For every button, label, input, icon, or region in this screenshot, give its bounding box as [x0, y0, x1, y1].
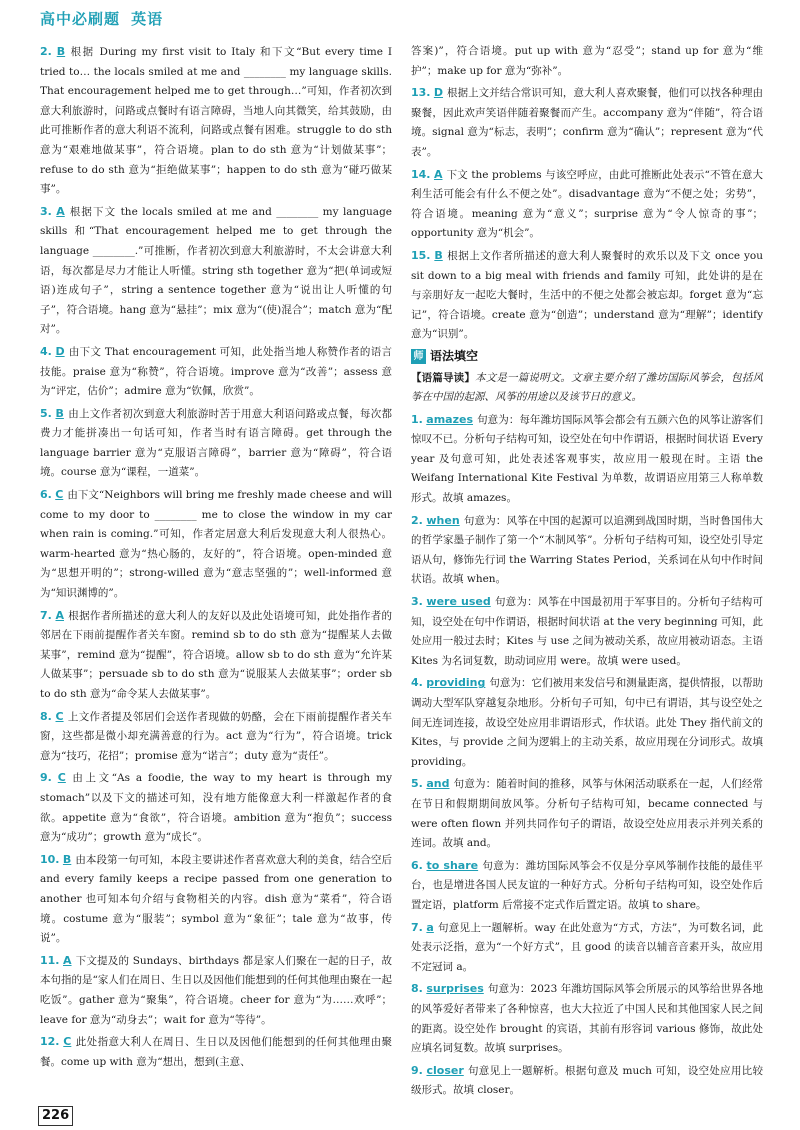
explanation-text: 句意为：潍坊国际风筝会不仅是分享风筝制作技能的最佳平台，也是增进各国人民友谊的一种好方式。分析句子结构可知，设空处作后置定语，platform 后常接不定式作后置定语。故填 to share。 [411, 859, 763, 911]
item-number: 11. [40, 953, 60, 967]
item-number: 8. [40, 709, 52, 723]
answer-key: C [63, 1035, 72, 1049]
item-number: 6. [40, 488, 52, 502]
answer-key: B [62, 852, 72, 866]
explanation-text: 此处指意大利人在周日、生日以及因他们能想到的任何其他理由聚餐。come up with 意为“想出，想到(主意、 [40, 1036, 392, 1068]
item-number: 4. [411, 676, 423, 690]
answer-item [40, 485, 392, 604]
answer-item [411, 83, 763, 162]
answer-key: B [434, 248, 443, 262]
item-number: 2. [411, 513, 423, 527]
explanation-text: 由本段第一句可知，本段主要讲述作者喜欢意大利的美食，结合空后 and every family keeps a recipe passed from one generation to another 也可知本句介绍与食物相关的内容。dish 意为“菜肴”，符合语境。costume 意为“服装”；symbol 意为“象征”；tale 意为“故事，传说”。 [40, 853, 392, 945]
explanation-text: 由上文“As a foodie, the way to my heart is through my stomach”以及下文的描述可知，没有地方能像意大利一样激起作者的食欲。appetite 意为“食欲”，符合语境。ambition 意为“抱负”；success 意为“成功”；growth 意为“成长”。 [40, 772, 392, 844]
page-footer [38, 1104, 73, 1126]
answer-key: D [433, 86, 444, 100]
reading-answers [411, 42, 763, 345]
explanation-text: 下文 the problems 与该空呼应，由此可推断此处表示“不管在意大利生活可能会有什么不便之处”。disadvantage 意为“不便之处；劣势”，符合语境。meaning 意为“意义”；surprise 意为“令人惊奇的事”；opportunity 意为“机会”。 [411, 168, 763, 240]
item-number: 3. [411, 595, 423, 609]
item-number: 5. [411, 777, 423, 791]
answer-item [411, 592, 763, 671]
answer-key: when [426, 513, 460, 527]
answer-item [411, 673, 763, 772]
answer-item [411, 856, 763, 916]
item-number: 8. [411, 982, 423, 996]
answer-key: surprises [426, 982, 484, 996]
item-number: 3. [40, 204, 52, 218]
book-title: 高中必刷题 [40, 10, 121, 28]
left-column [40, 42, 392, 1102]
answer-key: and [426, 777, 450, 791]
item-number: 9. [411, 1063, 423, 1077]
page-header [40, 8, 760, 36]
item-number: 12. [40, 1035, 60, 1049]
guide-text: 本文是一篇说明文。文章主要介绍了潍坊国际风筝会，包括风筝在中国的起源、风筝的用途以及该节日的意义。 [411, 371, 763, 404]
item-number: 14. [411, 167, 431, 181]
item-number: 7. [411, 920, 423, 934]
explanation-text: 句意为：随着时间的推移，风筝与休闲活动联系在一起，人们经常在节日和假期期间放风筝。分析句子结构可知，became connected 与 were often flown 并列共同作句子的谓语，故设空处应用表示并列关系的连词。故填 and。 [411, 778, 763, 850]
answer-item [411, 774, 763, 853]
item-number: 5. [40, 406, 52, 420]
right-column [411, 42, 763, 1102]
answer-item [411, 918, 763, 978]
answer-item [40, 951, 392, 1030]
item-number: 4. [40, 344, 52, 358]
explanation-text: 句意为：风筝在中国最初用于军事目的。分析句子结构可知，设空处在句中作谓语，根据时间状语 at the very beginning 可知，此处应用一般过去时；Kites 与 use 之间为被动关系，故应用被动语态。主语 Kites 为名词复数，助动词应用 were。故填 were used。 [411, 596, 763, 667]
answer-item [411, 1061, 763, 1101]
item-number: 2. [40, 45, 52, 58]
answer-key: C [55, 709, 64, 723]
explanation-text: 句意为：每年潍坊国际风筝会都会有五颜六色的风筝让游客们惊叹不已。分析句子结构可知，设空处在句中作谓语，根据时间状语 Every year 及句意可知，此处表述客观事实，故应用一般现在时。主语 the Weifang International Kite Festival 为单数，故谓语应用第三人称单数形式。故填 amazes。 [411, 413, 763, 505]
answer-key: B [56, 45, 66, 58]
explanation-text: 句意见上一题解析。根据句意及 much 可知，设空处应用比较级形式。故填 closer。 [411, 1064, 763, 1097]
answer-item [40, 850, 392, 949]
item-number: 10. [40, 852, 60, 866]
answer-item [40, 202, 392, 340]
answer-key: were used [426, 595, 491, 609]
answer-key: A [56, 204, 65, 218]
section-header [411, 347, 763, 367]
answer-key: amazes [426, 412, 473, 426]
explanation-text: 句意为：它们被用来发信号和测量距离，提供情报，以帮助调动大型军队穿越复杂地形。分析句子可知，句中已有谓语，其与设空处之间无连词连接，故设空处应用非谓语形式，作状语。此处 They 指代前文的 Kites，与 provide 之间为逻辑上的主动关系，故应用现在分词形式。故填 providing。 [411, 677, 763, 768]
answer-key: A [55, 608, 64, 622]
answer-item [411, 165, 763, 244]
answer-item [40, 606, 392, 705]
explanation-text: 由下文“Neighbors will bring me freshly made cheese and will come to my door to ________ me to close the window in my car when rain is coming.”可知，作者定居意大利后发现意大利人很热心。warm-hearted 意为“热心肠的，友好的”，符合语境。open-minded 意为“思想开明的”；strong-willed 意为“意志坚强的”；well-informed 意为“知识渊博的”。 [40, 489, 392, 600]
answer-item [40, 404, 392, 483]
answer-item [411, 979, 763, 1058]
explanation-text: 句意见上一题解析。way 在此处意为“方式，方法”，为可数名词，此处表示泛指，意为“一个好方式”，且 good 的读音以辅音音素开头，故应用不定冠词 a。 [411, 921, 763, 973]
answer-key: providing [426, 676, 486, 690]
answer-key: a [426, 920, 434, 934]
item-number: 13. [411, 86, 431, 100]
guide-label: 【语篇导读】 [411, 371, 476, 384]
answer-key: D [55, 344, 65, 358]
answer-item [411, 410, 763, 509]
answer-item [40, 342, 392, 402]
item-number: 7. [40, 608, 52, 622]
page-number: 226 [38, 1106, 73, 1126]
answer-item [40, 768, 392, 847]
explanation-text: 根据作者所描述的意大利人的友好以及此处语境可知，此处指作者的邻居在下雨前提醒作者关车窗。remind sb to do sth 意为“提醒某人去做某事”，remind 意为“提醒”，符合语境。allow sb to do sth 意为“允许某人做某事”；persuade sb to do sth 意为“说服某人去做某事”；order sb to do sth 意为“命令某人去做某事”。 [40, 609, 392, 700]
item-number: 9. [40, 771, 52, 785]
explanation-text: 根据上文并结合常识可知，意大利人喜欢聚餐，他们可以找各种理由聚餐，因此欢声笑语伴随着聚餐而产生。accompany 意为“伴随”，符合语境。signal 意为“标志，表明”；confirm 意为“确认”；represent 意为“代表”。 [411, 87, 763, 158]
explanation-text: 根据 During my first visit to Italy 和下文“But every time I tried to… the locals smiled at me and ________ my language skills. That encouragement helped me to get through…”可知，作者初次到意大利旅游时，问路或点餐时有语言障碍，当地人向其微笑，给其鼓励，由此可推断作者的意大利语不流利，问路或点餐有困难。struggle to do sth 意为“艰难地做某事”，符合语境。plan to do sth 意为“计划做某事”；refuse to do sth 意为“拒绝做某事”；happen to do sth 意为“碰巧做某事”。 [40, 46, 392, 196]
explanation-text: 根据上文作者所描述的意大利人聚餐时的欢乐以及下文 once you sit down to a big meal with friends and family 可知，此处讲的是在与亲朋好友一起吃大餐时，生活中的不便之处都会被忘却。forget 意为“忘记”，符合语境。create 意为“创造”；understand 意为“理解”；identify 意为“识别”。 [411, 249, 763, 341]
answer-key: A [63, 953, 72, 967]
answer-key: C [55, 488, 64, 502]
answer-item [40, 42, 392, 200]
explanation-text: 由下文 That encouragement 可知，此处指当地人称赞作者的语言技能。praise 意为“称赞”，符合语境。improve 意为“改善”；assess 意为“评定，估价”；admire 意为“钦佩，欣赏”。 [40, 345, 392, 398]
answer-key: closer [426, 1063, 464, 1077]
answer-item [411, 511, 763, 590]
passage-guide [411, 369, 763, 408]
answer-key: B [55, 406, 64, 420]
item-number: 1. [411, 412, 423, 426]
item-number: 15. [411, 248, 431, 262]
explanation-text: 句意为：风筝在中国的起源可以追溯到战国时期，当时鲁国伟大的哲学家墨子制作了第一个“木制风筝”。分析句子结构可知，设空处引导定语从句，修饰先行词 the Warring States Period，关系词在从句中作时间状语。故填 when。 [411, 514, 763, 586]
explanation-text: 根据下文 the locals smiled at me and ________ my language skills 和“That encouragement helped me to get through the language ________.”可推断，作者初次到意大利旅游时，不太会讲意大利语，每次都是尽力才能让人听懂。string sth together 意为“把(单词或短语)连成句子”，string a sentence together 意为“说出让人听懂的句子”，符合语境。hang 意为“悬挂”；mix 意为“(使)混合”；match 意为“配对”。 [40, 205, 392, 336]
answer-item [40, 1032, 392, 1072]
answer-item [40, 707, 392, 767]
explanation-text: 上文作者提及邻居们会送作者现做的奶酪，会在下雨前提醒作者关车窗，这些都是微小却充满善意的行为。act 意为“行为”，符合语境。trick 意为“技巧，花招”；promise 意为“诺言”；duty 意为“责任”。 [40, 710, 392, 762]
explanation-text: 由上文作者初次到意大利旅游时苦于用意大利语问路或点餐，每次都费力才能拼凑出一句话可知，作者当时有语言障碍。get through the language barrier 意为“克服语言障碍”，barrier 意为“障碍”，符合语境。course 意为“课程，一道菜”。 [40, 407, 392, 479]
answer-key: A [433, 167, 443, 181]
item-number: 6. [411, 858, 423, 872]
answer-item [411, 246, 763, 345]
subject-label: 英语 [131, 10, 164, 28]
answer-key: to share [426, 858, 479, 872]
answer-key: C [57, 771, 66, 785]
explanation-text: 句意为：2023 年潍坊国际风筝会所展示的风筝给世界各地的风筝爱好者带来了各种惊喜，也大大拉近了中国人民和其他国家人民之间的距离。设空处作 brought 的宾语，其前有形容词 various 修饰，故此处应填名词复数。故填 surprises。 [411, 983, 763, 1055]
grammar-answers [411, 410, 763, 1101]
explanation-text: 下文提及的 Sundays、birthdays 都是家人们聚在一起的日子，故本句指的是“家人们在周日、生日以及因他们能想到的任何其他理由聚在一起吃饭”。gather 意为“聚集”，符合语境。cheer for 意为“为……欢呼”；leave for 意为“动身去”；wait for 意为“等待”。 [40, 954, 392, 1026]
section-title: 语法填空 [430, 348, 479, 363]
answer-item [411, 42, 763, 81]
section-icon: 师 [411, 349, 426, 364]
explanation-text: 答案)”，符合语境。put up with 意为“忍受”；stand up for 意为“维护”；make up for 意为“弥补”。 [411, 45, 763, 77]
